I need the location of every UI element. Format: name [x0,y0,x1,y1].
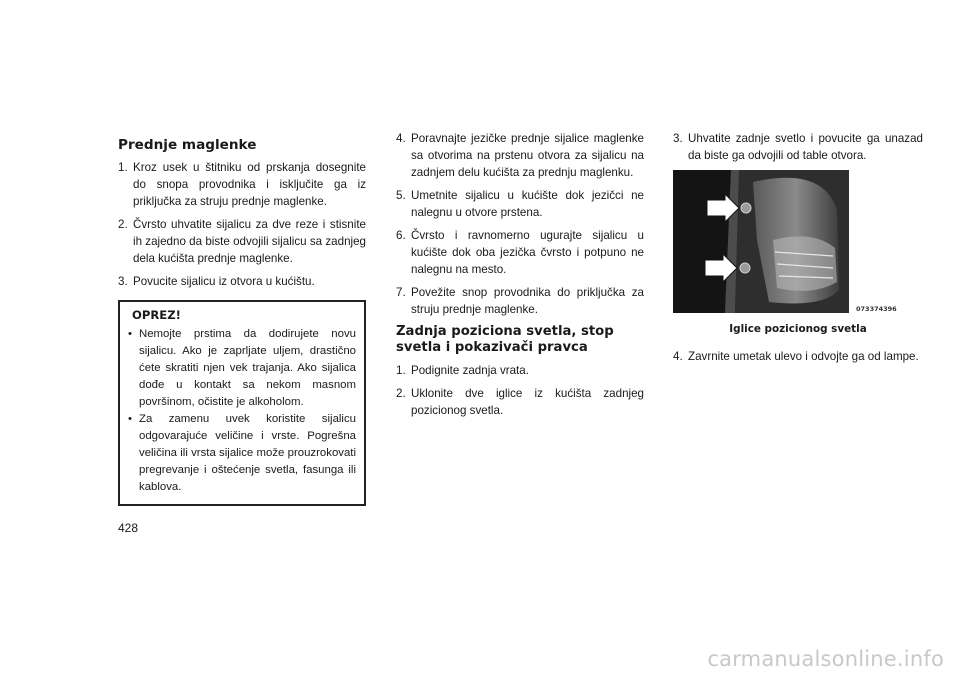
step-number: 4. [396,132,406,145]
bullet: • [128,328,132,340]
step-item [396,362,644,379]
tail-lamp-photo [673,170,849,313]
tail-lamp-illustration [673,170,849,313]
steps-rear-lamps [396,362,644,419]
step-number: 3. [673,132,683,145]
step-item [118,273,366,290]
step-item [396,284,644,318]
step-item [396,227,644,278]
step-item [118,159,366,210]
step-text: Poravnajte jezičke prednje sijalice maglenke sa otvorima na prstenu otvora za sijalicu na zadnjem delu kućišta za prednju maglenku. [411,132,644,179]
column-right [673,130,923,371]
step-item [396,130,644,181]
steps-front-fog-lamps [118,159,366,290]
step-number: 2. [118,218,128,231]
figure-id: 073374396 [856,305,897,313]
caution-item [128,326,356,411]
caution-item [128,411,356,496]
footer-watermark: carmanualsonline.info [707,647,944,671]
step-number: 2. [396,387,406,400]
step-item [396,385,644,419]
step-number: 1. [118,161,128,174]
step-number: 1. [396,364,406,377]
step-item [118,216,366,267]
caution-text: Nemojte prstima da dodirujete novu sijalicu. Ako je zaprljate uljem, drastično ćete skratiti njen vek trajanja. Ako sijalica dođe u kontakt sa nekom masnom površinom, očistite je alkoholom. [139,328,356,408]
step-number: 3. [118,275,128,288]
step-number: 5. [396,189,406,202]
step-text: Čvrsto uhvatite sijalicu za dve reze i stisnite ih zajedno da biste odvojili sijalicu sa zadnjeg dela kućišta prednje maglenke. [133,218,366,265]
step-item [396,187,644,221]
steps-rear-lamps-final [673,348,923,365]
caution-text: Za zamenu uvek koristite sijalicu odgovarajuće veličine i vrste. Pogrešna veličina ili vrsta sijalice može prouzrokovati pregrevanje i oštećenje svetla, fasunga ili kablova. [139,413,356,493]
step-text: Uklonite dve iglice iz kućišta zadnjeg pozicionog svetla. [411,387,644,417]
step-text: Umetnite sijalicu u kućište dok jezičci ne nalegnu u otvore prstena. [411,189,644,219]
step-number: 7. [396,286,406,299]
column-left [118,137,366,506]
step-number: 4. [673,350,683,363]
column-middle [396,130,644,425]
page-number: 428 [118,521,139,535]
step-text: Uhvatite zadnje svetlo i povucite ga unazad da biste ga odvojili od table otvora. [688,132,923,162]
step-text: Zavrnite umetak ulevo i odvojte ga od lampe. [688,350,919,363]
section-heading-rear-lamps: Zadnja poziciona svetla, stop svetla i pokazivači pravca [396,324,614,355]
step-item [673,348,923,365]
section-heading-front-fog-lamps: Prednje maglenke [118,137,257,153]
bullet: • [128,413,132,425]
step-number: 6. [396,229,406,242]
figure-caption: Iglice pozicionog svetla [729,323,867,335]
step-text: Čvrsto i ravnomerno ugurajte sijalicu u kućište dok oba jezička čvrsto i potpuno ne nalegnu na mesto. [411,229,644,276]
step-text: Podignite zadnja vrata. [411,364,529,377]
caution-box [118,300,366,506]
step-text: Povucite sijalicu iz otvora u kućištu. [133,275,315,288]
caution-list [128,326,356,496]
caution-title: OPREZ! [132,308,181,322]
steps-rear-lamps-continued [673,130,923,164]
step-item [673,130,923,164]
step-text: Povežite snop provodnika do priključka za struju prednje maglenke. [411,286,644,316]
steps-front-fog-lamps-continued [396,130,644,318]
step-text: Kroz usek u štitniku od prskanja dosegnite do snopa provodnika i isključite ga iz priključka za struju prednje maglenke. [133,161,366,208]
